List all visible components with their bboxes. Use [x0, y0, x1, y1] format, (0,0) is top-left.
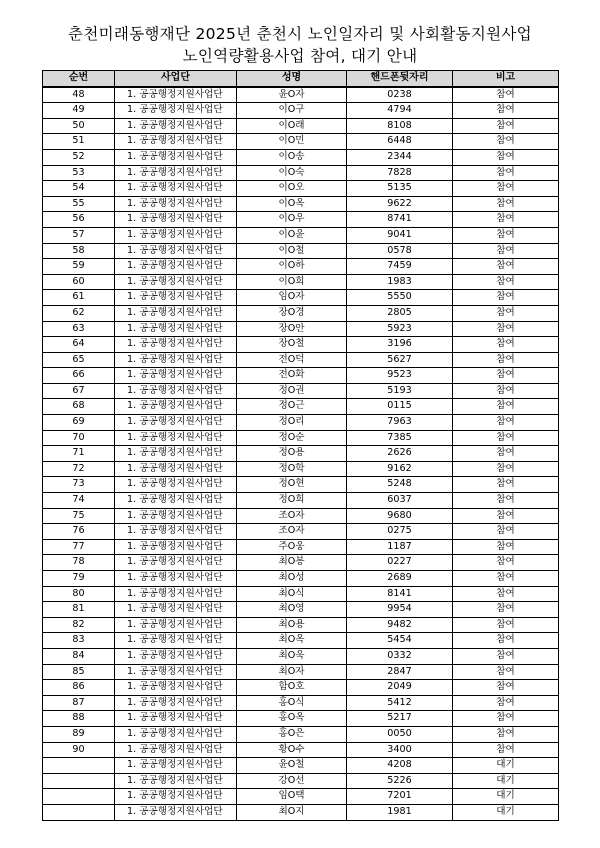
- row-name-cell: 이O구: [237, 103, 347, 119]
- row-name-cell: 이O희: [237, 274, 347, 290]
- table-row: [43, 648, 559, 664]
- row-name-cell: 함O호: [237, 680, 347, 696]
- row-org-cell: 1. 공공행정지원사업단: [115, 196, 237, 212]
- row-note-cell: 대기: [453, 789, 559, 805]
- row-number-cell: 73: [43, 477, 115, 493]
- table-row: [43, 539, 559, 555]
- row-note-cell: 대기: [453, 773, 559, 789]
- row-note-cell: 참여: [453, 196, 559, 212]
- row-phone-cell: 4794: [347, 103, 453, 119]
- row-note-cell: 참여: [453, 477, 559, 493]
- row-org-cell: 1. 공공행정지원사업단: [115, 430, 237, 446]
- row-note-cell: 참여: [453, 633, 559, 649]
- row-org-cell: 1. 공공행정지원사업단: [115, 664, 237, 680]
- row-phone-cell: 5226: [347, 773, 453, 789]
- table-row: [43, 789, 559, 805]
- row-name-cell: 최O영: [237, 602, 347, 618]
- row-phone-cell: 7459: [347, 259, 453, 275]
- row-org-cell: 1. 공공행정지원사업단: [115, 368, 237, 384]
- row-number-cell: 54: [43, 181, 115, 197]
- table-row: [43, 804, 559, 820]
- table-row: [43, 383, 559, 399]
- row-number-cell: 66: [43, 368, 115, 384]
- table-row: [43, 664, 559, 680]
- row-name-cell: 윤O철: [237, 758, 347, 774]
- row-phone-cell: 6037: [347, 493, 453, 509]
- row-org-cell: 1. 공공행정지원사업단: [115, 789, 237, 805]
- row-number-cell: 81: [43, 602, 115, 618]
- table-row: [43, 399, 559, 415]
- row-number-cell: 68: [43, 399, 115, 415]
- table-row: [43, 617, 559, 633]
- row-org-cell: 1. 공공행정지원사업단: [115, 617, 237, 633]
- row-phone-cell: 4208: [347, 758, 453, 774]
- row-note-cell: 참여: [453, 165, 559, 181]
- table-row: [43, 446, 559, 462]
- table-row: [43, 103, 559, 119]
- row-note-cell: 참여: [453, 149, 559, 165]
- table-row: [43, 87, 559, 103]
- row-number-cell: 49: [43, 103, 115, 119]
- row-number-cell: 80: [43, 586, 115, 602]
- row-org-cell: 1. 공공행정지원사업단: [115, 695, 237, 711]
- table-row: [43, 118, 559, 134]
- row-org-cell: 1. 공공행정지원사업단: [115, 118, 237, 134]
- row-phone-cell: 1981: [347, 804, 453, 820]
- row-number-cell: 77: [43, 539, 115, 555]
- row-number-cell: 85: [43, 664, 115, 680]
- row-note-cell: 참여: [453, 664, 559, 680]
- row-number-cell: 64: [43, 337, 115, 353]
- table-row: [43, 508, 559, 524]
- row-phone-cell: 7201: [347, 789, 453, 805]
- row-name-cell: 장O경: [237, 305, 347, 321]
- table-row: [43, 726, 559, 742]
- row-number-cell: 53: [43, 165, 115, 181]
- row-org-cell: 1. 공공행정지원사업단: [115, 524, 237, 540]
- table-row: [43, 165, 559, 181]
- row-phone-cell: 8108: [347, 118, 453, 134]
- row-name-cell: 조O자: [237, 524, 347, 540]
- row-phone-cell: 6448: [347, 134, 453, 150]
- row-note-cell: 대기: [453, 758, 559, 774]
- row-org-cell: 1. 공공행정지원사업단: [115, 149, 237, 165]
- row-note-cell: 참여: [453, 602, 559, 618]
- column-header-note: 비고: [453, 71, 559, 87]
- row-number-cell: 75: [43, 508, 115, 524]
- row-org-cell: 1. 공공행정지원사업단: [115, 633, 237, 649]
- column-header-phone: 핸드폰뒷자리: [347, 71, 453, 87]
- row-note-cell: 참여: [453, 524, 559, 540]
- row-name-cell: 정O용: [237, 446, 347, 462]
- row-phone-cell: 5193: [347, 383, 453, 399]
- row-org-cell: 1. 공공행정지원사업단: [115, 134, 237, 150]
- row-note-cell: 참여: [453, 617, 559, 633]
- table-header-row: [43, 71, 559, 87]
- row-phone-cell: 0578: [347, 243, 453, 259]
- table-row: [43, 305, 559, 321]
- row-phone-cell: 1187: [347, 539, 453, 555]
- row-phone-cell: 5217: [347, 711, 453, 727]
- row-org-cell: 1. 공공행정지원사업단: [115, 227, 237, 243]
- row-org-cell: 1. 공공행정지원사업단: [115, 87, 237, 103]
- column-header-number: 순번: [43, 71, 115, 87]
- table-row: [43, 555, 559, 571]
- row-number-cell: 90: [43, 742, 115, 758]
- table-row: [43, 571, 559, 587]
- row-name-cell: 최O성: [237, 571, 347, 587]
- row-number-cell: 63: [43, 321, 115, 337]
- row-phone-cell: 3400: [347, 742, 453, 758]
- row-phone-cell: 0332: [347, 648, 453, 664]
- table-row: [43, 368, 559, 384]
- row-phone-cell: 3196: [347, 337, 453, 353]
- row-number-cell: [43, 773, 115, 789]
- row-phone-cell: 9041: [347, 227, 453, 243]
- row-note-cell: 참여: [453, 227, 559, 243]
- row-note-cell: 참여: [453, 493, 559, 509]
- row-phone-cell: 9162: [347, 461, 453, 477]
- row-name-cell: 임O택: [237, 789, 347, 805]
- row-phone-cell: 9622: [347, 196, 453, 212]
- participant-table: [42, 70, 559, 821]
- row-name-cell: 장O철: [237, 337, 347, 353]
- row-org-cell: 1. 공공행정지원사업단: [115, 181, 237, 197]
- row-number-cell: 61: [43, 290, 115, 306]
- row-note-cell: 참여: [453, 337, 559, 353]
- row-note-cell: 참여: [453, 274, 559, 290]
- row-phone-cell: 5412: [347, 695, 453, 711]
- table-row: [43, 633, 559, 649]
- table-row: [43, 259, 559, 275]
- row-name-cell: 이O송: [237, 149, 347, 165]
- row-name-cell: 임O자: [237, 290, 347, 306]
- row-org-cell: 1. 공공행정지원사업단: [115, 259, 237, 275]
- row-name-cell: 최O지: [237, 804, 347, 820]
- row-number-cell: 70: [43, 430, 115, 446]
- row-org-cell: 1. 공공행정지원사업단: [115, 586, 237, 602]
- row-note-cell: 참여: [453, 446, 559, 462]
- row-name-cell: 홍O옥: [237, 711, 347, 727]
- table-row: [43, 477, 559, 493]
- row-number-cell: 82: [43, 617, 115, 633]
- row-phone-cell: 8141: [347, 586, 453, 602]
- row-name-cell: 정O권: [237, 383, 347, 399]
- row-note-cell: 참여: [453, 695, 559, 711]
- column-header-org: 사업단: [115, 71, 237, 87]
- row-org-cell: 1. 공공행정지원사업단: [115, 399, 237, 415]
- row-number-cell: [43, 758, 115, 774]
- row-name-cell: 전O덕: [237, 352, 347, 368]
- row-phone-cell: 9523: [347, 368, 453, 384]
- row-number-cell: 69: [43, 415, 115, 431]
- row-org-cell: 1. 공공행정지원사업단: [115, 493, 237, 509]
- row-note-cell: 참여: [453, 539, 559, 555]
- row-number-cell: 71: [43, 446, 115, 462]
- row-phone-cell: 5135: [347, 181, 453, 197]
- row-note-cell: 참여: [453, 430, 559, 446]
- row-note-cell: 참여: [453, 212, 559, 228]
- row-number-cell: 67: [43, 383, 115, 399]
- row-phone-cell: 7385: [347, 430, 453, 446]
- row-phone-cell: 5248: [347, 477, 453, 493]
- row-number-cell: 84: [43, 648, 115, 664]
- row-phone-cell: 5550: [347, 290, 453, 306]
- row-org-cell: 1. 공공행정지원사업단: [115, 321, 237, 337]
- row-note-cell: 참여: [453, 508, 559, 524]
- row-number-cell: 51: [43, 134, 115, 150]
- row-note-cell: 참여: [453, 134, 559, 150]
- row-phone-cell: 0050: [347, 726, 453, 742]
- row-name-cell: 이O숙: [237, 165, 347, 181]
- row-name-cell: 최O봉: [237, 555, 347, 571]
- row-note-cell: 참여: [453, 103, 559, 119]
- row-name-cell: 이O하: [237, 259, 347, 275]
- row-phone-cell: 2847: [347, 664, 453, 680]
- row-org-cell: 1. 공공행정지원사업단: [115, 103, 237, 119]
- row-phone-cell: 1983: [347, 274, 453, 290]
- row-org-cell: 1. 공공행정지원사업단: [115, 680, 237, 696]
- row-phone-cell: 8741: [347, 212, 453, 228]
- row-note-cell: 참여: [453, 648, 559, 664]
- row-number-cell: 48: [43, 87, 115, 103]
- row-org-cell: 1. 공공행정지원사업단: [115, 415, 237, 431]
- table-row: [43, 196, 559, 212]
- row-name-cell: 최O옥: [237, 633, 347, 649]
- row-note-cell: 참여: [453, 87, 559, 103]
- row-number-cell: 86: [43, 680, 115, 696]
- row-org-cell: 1. 공공행정지원사업단: [115, 742, 237, 758]
- table-row: [43, 586, 559, 602]
- row-name-cell: 홍O식: [237, 695, 347, 711]
- row-note-cell: 참여: [453, 352, 559, 368]
- row-note-cell: 참여: [453, 461, 559, 477]
- row-phone-cell: 2344: [347, 149, 453, 165]
- row-number-cell: 60: [43, 274, 115, 290]
- row-note-cell: 참여: [453, 399, 559, 415]
- row-number-cell: 57: [43, 227, 115, 243]
- row-name-cell: 전O화: [237, 368, 347, 384]
- table-row: [43, 352, 559, 368]
- row-number-cell: 52: [43, 149, 115, 165]
- row-note-cell: 참여: [453, 243, 559, 259]
- table-row: [43, 337, 559, 353]
- row-name-cell: 이O민: [237, 134, 347, 150]
- row-phone-cell: 5454: [347, 633, 453, 649]
- row-org-cell: 1. 공공행정지원사업단: [115, 539, 237, 555]
- row-org-cell: 1. 공공행정지원사업단: [115, 461, 237, 477]
- row-name-cell: 정O순: [237, 430, 347, 446]
- row-name-cell: 정O학: [237, 461, 347, 477]
- row-note-cell: 참여: [453, 742, 559, 758]
- row-number-cell: 56: [43, 212, 115, 228]
- row-org-cell: 1. 공공행정지원사업단: [115, 290, 237, 306]
- row-number-cell: 65: [43, 352, 115, 368]
- table-row: [43, 227, 559, 243]
- row-number-cell: 76: [43, 524, 115, 540]
- row-note-cell: 대기: [453, 804, 559, 820]
- row-number-cell: [43, 789, 115, 805]
- row-name-cell: 윤O자: [237, 87, 347, 103]
- row-org-cell: 1. 공공행정지원사업단: [115, 726, 237, 742]
- table-row: [43, 149, 559, 165]
- row-name-cell: 최O욱: [237, 648, 347, 664]
- row-number-cell: 78: [43, 555, 115, 571]
- row-org-cell: 1. 공공행정지원사업단: [115, 212, 237, 228]
- table-row: [43, 415, 559, 431]
- row-name-cell: 정O근: [237, 399, 347, 415]
- row-note-cell: 참여: [453, 571, 559, 587]
- row-org-cell: 1. 공공행정지원사업단: [115, 508, 237, 524]
- row-name-cell: 이O윤: [237, 227, 347, 243]
- row-note-cell: 참여: [453, 181, 559, 197]
- document-title: 춘천미래동행재단 2025년 춘천시 노인일자리 및 사회활동지원사업: [68, 25, 532, 43]
- table-row: [43, 134, 559, 150]
- row-phone-cell: 0115: [347, 399, 453, 415]
- row-name-cell: 최O식: [237, 586, 347, 602]
- row-number-cell: 87: [43, 695, 115, 711]
- table-row: [43, 181, 559, 197]
- row-number-cell: 72: [43, 461, 115, 477]
- row-phone-cell: 5627: [347, 352, 453, 368]
- row-org-cell: 1. 공공행정지원사업단: [115, 305, 237, 321]
- row-name-cell: 정O리: [237, 415, 347, 431]
- row-number-cell: 79: [43, 571, 115, 587]
- row-name-cell: 장O안: [237, 321, 347, 337]
- table-row: [43, 290, 559, 306]
- row-number-cell: 59: [43, 259, 115, 275]
- row-number-cell: 83: [43, 633, 115, 649]
- row-name-cell: 이O철: [237, 243, 347, 259]
- row-note-cell: 참여: [453, 259, 559, 275]
- row-org-cell: 1. 공공행정지원사업단: [115, 648, 237, 664]
- row-org-cell: 1. 공공행정지원사업단: [115, 352, 237, 368]
- row-phone-cell: 2049: [347, 680, 453, 696]
- row-note-cell: 참여: [453, 586, 559, 602]
- row-number-cell: 62: [43, 305, 115, 321]
- row-org-cell: 1. 공공행정지원사업단: [115, 243, 237, 259]
- table-row: [43, 274, 559, 290]
- row-phone-cell: 2805: [347, 305, 453, 321]
- row-phone-cell: 0275: [347, 524, 453, 540]
- row-note-cell: 참여: [453, 680, 559, 696]
- row-org-cell: 1. 공공행정지원사업단: [115, 773, 237, 789]
- row-phone-cell: 9482: [347, 617, 453, 633]
- table-row: [43, 243, 559, 259]
- row-name-cell: 정O희: [237, 493, 347, 509]
- row-note-cell: 참여: [453, 711, 559, 727]
- row-number-cell: 74: [43, 493, 115, 509]
- row-note-cell: 참여: [453, 118, 559, 134]
- row-phone-cell: 7828: [347, 165, 453, 181]
- column-header-name: 성명: [237, 71, 347, 87]
- row-phone-cell: 7963: [347, 415, 453, 431]
- table-row: [43, 773, 559, 789]
- row-name-cell: 정O현: [237, 477, 347, 493]
- row-org-cell: 1. 공공행정지원사업단: [115, 555, 237, 571]
- row-org-cell: 1. 공공행정지원사업단: [115, 165, 237, 181]
- row-name-cell: 홍O은: [237, 726, 347, 742]
- table-row: [43, 602, 559, 618]
- row-note-cell: 참여: [453, 415, 559, 431]
- row-phone-cell: 2626: [347, 446, 453, 462]
- row-org-cell: 1. 공공행정지원사업단: [115, 711, 237, 727]
- row-number-cell: 89: [43, 726, 115, 742]
- row-name-cell: 강O선: [237, 773, 347, 789]
- row-name-cell: 최O용: [237, 617, 347, 633]
- row-phone-cell: 9680: [347, 508, 453, 524]
- table-row: [43, 430, 559, 446]
- row-name-cell: 최O자: [237, 664, 347, 680]
- row-org-cell: 1. 공공행정지원사업단: [115, 337, 237, 353]
- row-name-cell: 황O수: [237, 742, 347, 758]
- row-phone-cell: 0238: [347, 87, 453, 103]
- table-row: [43, 212, 559, 228]
- row-note-cell: 참여: [453, 555, 559, 571]
- row-phone-cell: 2689: [347, 571, 453, 587]
- row-org-cell: 1. 공공행정지원사업단: [115, 602, 237, 618]
- row-phone-cell: 5923: [347, 321, 453, 337]
- row-phone-cell: 0227: [347, 555, 453, 571]
- row-name-cell: 이O옥: [237, 196, 347, 212]
- row-number-cell: 88: [43, 711, 115, 727]
- row-note-cell: 참여: [453, 726, 559, 742]
- table-row: [43, 461, 559, 477]
- table-row: [43, 680, 559, 696]
- row-org-cell: 1. 공공행정지원사업단: [115, 571, 237, 587]
- row-phone-cell: 9954: [347, 602, 453, 618]
- row-name-cell: 주O웅: [237, 539, 347, 555]
- row-org-cell: 1. 공공행정지원사업단: [115, 446, 237, 462]
- table-row: [43, 524, 559, 540]
- table-row: [43, 711, 559, 727]
- row-name-cell: 조O자: [237, 508, 347, 524]
- row-note-cell: 참여: [453, 321, 559, 337]
- table-row: [43, 758, 559, 774]
- document-subtitle: 노인역량활용사업 참여, 대기 안내: [182, 47, 418, 65]
- row-org-cell: 1. 공공행정지원사업단: [115, 804, 237, 820]
- row-org-cell: 1. 공공행정지원사업단: [115, 274, 237, 290]
- row-org-cell: 1. 공공행정지원사업단: [115, 383, 237, 399]
- row-note-cell: 참여: [453, 305, 559, 321]
- table-row: [43, 321, 559, 337]
- table-row: [43, 695, 559, 711]
- table-row: [43, 742, 559, 758]
- row-number-cell: 55: [43, 196, 115, 212]
- row-org-cell: 1. 공공행정지원사업단: [115, 477, 237, 493]
- row-org-cell: 1. 공공행정지원사업단: [115, 758, 237, 774]
- row-number-cell: 58: [43, 243, 115, 259]
- row-name-cell: 이O우: [237, 212, 347, 228]
- row-note-cell: 참여: [453, 368, 559, 384]
- table-row: [43, 493, 559, 509]
- row-note-cell: 참여: [453, 383, 559, 399]
- row-number-cell: [43, 804, 115, 820]
- row-name-cell: 이O오: [237, 181, 347, 197]
- row-note-cell: 참여: [453, 290, 559, 306]
- row-name-cell: 이O래: [237, 118, 347, 134]
- row-number-cell: 50: [43, 118, 115, 134]
